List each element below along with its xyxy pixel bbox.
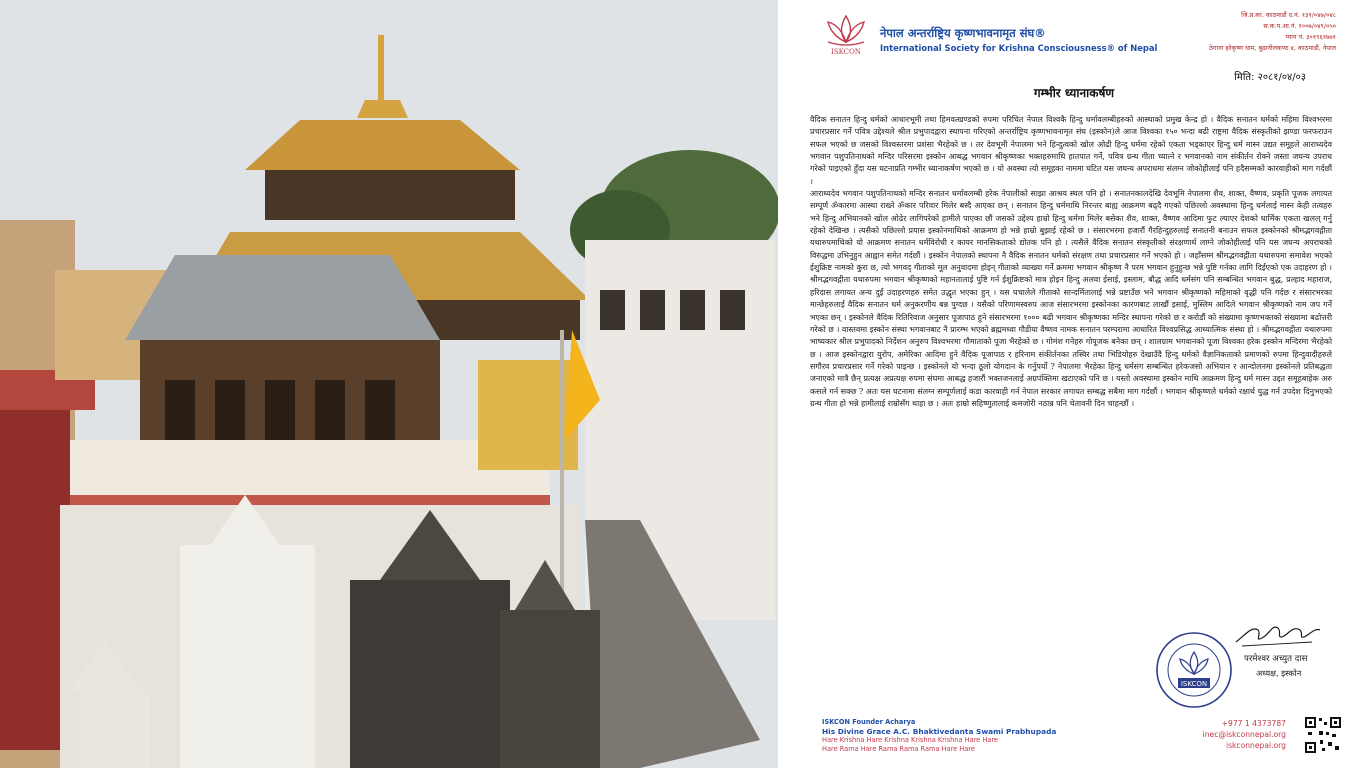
seal-text: ISKCON [1180, 680, 1208, 688]
letter-document [782, 0, 1366, 768]
signature-icon [1232, 616, 1324, 650]
registration-line: प्यान नं. ३०१९६१७७१ [1285, 33, 1336, 41]
iskcon-seal-icon [1154, 630, 1234, 710]
mantra-line: Hare Krishna Hare Krishna Krishna Krishna Hare Hare [822, 736, 998, 744]
contact-phone: +977 1 4373787 [1221, 719, 1286, 728]
signer-title: अध्यक्ष, इस्कोन [1256, 668, 1302, 678]
founder-label: ISKCON Founder Acharya [822, 718, 916, 726]
footer-founder [822, 718, 1056, 754]
letter-body [810, 114, 1332, 410]
registration-line: स.क.प.आ.नं. १००७/०४९/०५० [1263, 22, 1336, 30]
org-name-english: International Society for Krishna Consciousness® of Nepal [880, 43, 1158, 53]
org-name-nepali: नेपाल अन्तर्राष्ट्रिय कृष्णभावनामृत संघ® [880, 26, 1046, 40]
registration-info [1209, 10, 1336, 54]
founder-name: His Divine Grace A.C. Bhaktivedanta Swami Prabhupada [822, 727, 1057, 736]
logo-text: ISKCON [831, 48, 861, 56]
letter-date: मिति: २०८१/०४/०३ [1234, 72, 1306, 83]
registration-line: ठेगाना हरेकृष्ण धाम, बुढानीलकण्ठ ४, काठमाडौं, नेपाल [1209, 44, 1336, 52]
contact-website: iskconnepal.org [1225, 741, 1286, 750]
mantra-line: Hare Rama Hare Rama Rama Rama Hare Hare [822, 745, 975, 753]
registration-line: जि.प्र.का. काठमाडौं द.नं. १३९/०४७/०४८ [1241, 11, 1336, 19]
body-paragraph: वैदिक सनातन हिन्दु धर्मको आधारभूमी तथा हिमवत्खण्डको रुपमा परिचित नेपाल विश्वकै हिन्दु धर्मावलम्बीहरुको आस्थाको प्रमुख केन्द्र हो । वैदिक सनातन धर्मको महिमा विश्वभरमा प्रचारप्रसार गर्ने पवित्र उद्देश्यले श्रील प्रभुपादद्वारा स्थापना गरिएको अन्तर्राष्ट्रिय कृष्णभावनामृत संघ (इस्कोन)ले आज विश्वका १५० भन्दा बढी राष्ट्रमा वैदिक संस्कृतीको झण्डा फरफराउन सफल भएको छ जसको विश्वस्तरमा प्रशंसा भैरहेको छ । तर देवभूमी नेपालमा भने हिन्दुत्वको खोल ओढी हिन्दु धर्ममा रहेको एकता भड्काएर हिन्दु धर्म मास्न उद्यत समूहले आराध्यदेव भगवान पशुपतिनाथको मन्दिर परिसरमा इस्कोन आबद्ध भगवान श्रीकृष्णका भक्तहरुमाथि हातपात गर्ने, पवित्र ग्रन्थ गीता च्यात्ने र भगवानको नाम संकीर्तन रोक्ने जस्ता जघन्य उपराध गरेको पाइएको हुँदा यस घटनाप्रति गम्भीर ध्यानाकर्षण भएको छ । यो अवस्था त्यो समूहका नाममा घटित यस जघन्य अपराधमा संलग्न जोकोहीलाई पनि हदैसम्मको कारवाहीको माग गर्दछौं । [810, 115, 1332, 186]
body-paragraph: आराध्यदेव भगवान पशुपतिनाथको मन्दिर सनातन धर्मावलम्बी हरेक नेपालीको साझा आश्रय स्थल पनि हो । सनातनकालदेखि देवभूमि नेपालमा शैव, शाक्त, वैष्णव, प्रकृति पूजक लगायत सम्पूर्ण ॐकारमा आस्था राख्ने ॐकार परिवार मिलेर बस्दै आएका छन् । सनातन हिन्दु धर्ममाथि निरन्तर बाह्य आक्रमण बढ्दै गएको पछिल्लो अवस्थामा हिन्दु धर्मलाई मास्न केही तत्वहरु भने हिन्दु अभियानको खोल ओढेर लागिपरेको हामीले पाएका छौं जसको उद्देश्य हाम्रो हिन्दु धर्ममा मिलेर बसेका शैव, शाक्त, वैष्णव आदिमा फुट ल्याएर देशको धार्मिक एकता खलल् गर्नु रहेको देखिन्छ । त्यसैको पछिल्लो प्रयास इस्कोनमाथिको आक्रमण हो भन्ने हाम्रो बुझाई रहेको छ । संसारभरमा हजारौं गैरहिन्दुहरुलाई सनातनी बनाउन सफल इस्कोनको श्रीमद्भगवद्गीता यथारुपमाथिको यो आक्रमण सनातन धर्मविरोधी र कायर मानसिकताको द्योतक पनि हो । त्यसैले वैदिक सनातन संस्कृतीको संरक्षणार्थ लाग्ने जोकोहीलाई पनि यस जघन्य अपराधको विरुद्धमा उभिनुहुन आह्वान समेत गर्दछौं । इस्कोन नेपालको स्थापना नै वैदिक सनातन धर्मको संरक्षण तथा प्रचारप्रसार गर्ने भएको हो । जहाँसम्म श्रीमद्भगवद्गीता यथारुपमा समावेश भएको ईशुक्रिष्ट नामको कुरा छ, त्यो भगवद् गीताको मूल अनुवादमा होइन् गीताको व्याख्या गर्ने क्रममा भगवान श्रीकृष्ण नै परम भगवान हुनुहुन्छ भन्ने पुष्टि गर्नका लागि दिईएको एक उदाहरण हो । श्रीमद्भगवद्गीता यथारुपमा भगवान श्रीकृष्णको महानतालाई पुष्टि गर्न ईशुक्रिष्टको मात्र होइन हिन्दु अलवा ईसाई, इस्लाम, बौद्ध आदि धर्मसंग पनि सम्बन्धित भगवान बुद्ध, प्रल्हाद महाराज, हरिदास लगायत अन्य दुर्ई उदाहरणहरु समेत उद्धृत भएका हुन् । यस घचालेले गीताको सान्दर्मितालाई भन्ने प्रष्टाउँछ भने भगवान श्रीकृष्णको महिमाको वृद्धी पनि गर्दछ र संसारभरका मान्छेहरुलाई वैदिक सनातन धर्म अनुकरणीय बन्न पुग्दछ । यसैको परिणामस्वरुप आज संसारभरमा इस्कोनका कारणबाट लाखौं इसाई, मुस्लिम आदिले भगवान श्रीकृष्णको नाम जप गर्ने भएका छन् । इस्कोनले वैदिक रितिरिवाज अनुसार पूजापाठ हुने संसारभरमा १००० बढी भगवान श्रीकृष्णका मन्दिर स्थापना गरेको छ र करोडौं को संख्यामा कृष्णभक्तको संख्यामा बढोत्तरी गरेको छ । वास्तवमा इस्कोन संस्था भगवानबाट नै प्रारम्भ भएको ब्रह्ममध्वा गौडीया वैष्णव नामक सनातन परम्परामा आधारित विश्वप्रसिद्ध आध्यात्मिक संस्था हो । श्रीमद्भगवद्गीता यथारुपमा भाष्यकार श्रील प्रभुपादको निर्देशन अनुरुप विश्वभरमा गौमाताको पूजा भैरहेको छ । गोमंश गनेहरु गोपूजक बनेका छन् । शालग्राम भगवानको पूजा विश्वका हरेक इस्कोन मन्दिरमा भैरहेको छ । आज इस्कोनद्वारा युरोप, अमेरिका आदिमा हुने वैदिक पूजापाठ र हरिनाम संकीर्तनका तस्विर तथा भिडियोहरु देखाउँदै हिन्दु धर्मको वैज्ञानिकताको प्रमाणको रुपमा हिन्दुवादीहरुले सगौरव प्रचारप्रसार गर्ने गरेको पाइन्छ । इस्कोनले यो भन्दा ठूलो योगदान के गर्नुपर्यो ? नेपालमा भैरहेका हिन्दु धर्मसंग सम्बन्धित हरेकजसो अभियान र आन्दोलनमा इस्कोनले प्रतिबद्धता जनाएको मात्रै छैन् प्रत्यक्ष अप्रत्यक्ष रुपमा संघमा आबद्ध हजारौं भक्तजनलाई अग्रपंक्तिमा खटाएको पनि छ । यस्तो अवस्थामा इस्कोन माथि आक्रमण हिन्दु धर्म मास्न उद्दत समूहबाहेक अरु कसले गर्न सक्छ ? अतः यस घटनामा संलग्न सम्पूर्णलाई कडा कारवाही गर्न नेपाल सरकार लगायत सम्बद्ध सबैमा माग गर्दछौं । भगवान श्रीकृष्णले धर्मको रक्षार्थ युद्ध गर्न उपदेश दिनुभएको ग्रन्थ गीता हो भन्ने हामीलाई राम्रोसँग थाहा छ । अतः हाम्रो सहिष्णुतालाई कमजोरी नठान्न पनि चेतावनी दिन चाहन्छौं । [810, 189, 1333, 408]
letter-subject: गम्भीर ध्यानाकर्षण [1033, 86, 1115, 100]
footer-contact [1203, 718, 1286, 751]
signer-name: परमेश्वर अच्युत दास [1244, 654, 1308, 664]
qr-code-icon [1304, 716, 1342, 754]
iskcon-lotus-logo-icon [822, 12, 870, 56]
contact-email: inec@iskconnepal.org [1202, 730, 1286, 739]
